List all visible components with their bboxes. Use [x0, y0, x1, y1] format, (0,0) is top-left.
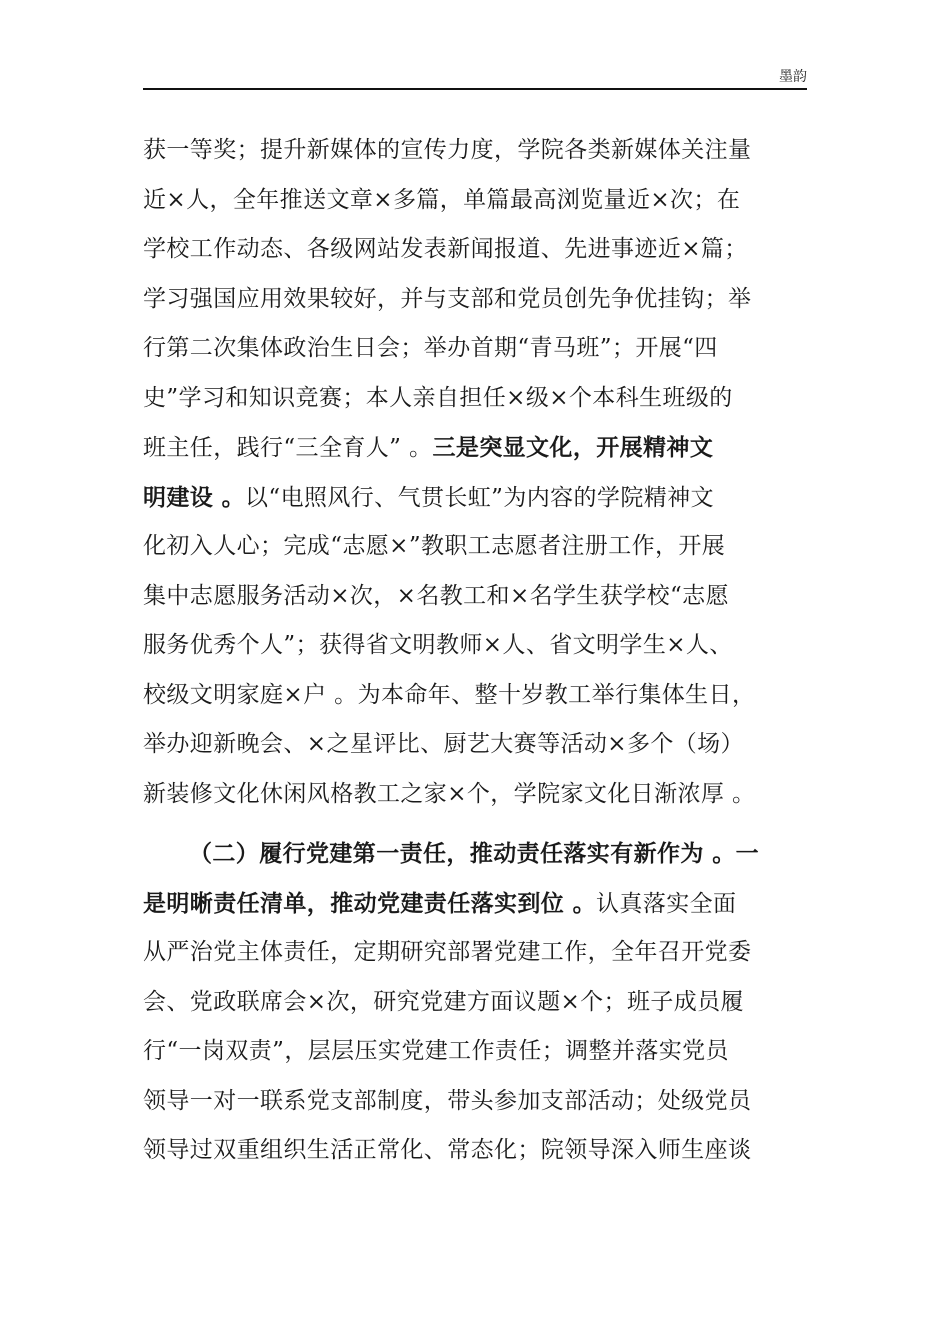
text-line	[143, 928, 807, 978]
text-segment: 学习强国应用效果较好，并与支部和党员创先争优挂钩；举	[143, 285, 752, 312]
text-segment: 学校工作动态、各级网站发表新闻报道、先进事迹近×篇；	[143, 236, 748, 262]
bold-text-segment: 是明晰责任清单，推动党建责任落实到位 。	[143, 889, 597, 917]
text-line	[143, 225, 807, 275]
document-body	[143, 126, 807, 1176]
text-line	[143, 324, 807, 374]
text-segment: 服务优秀个人”；获得省文明教师×人、省文明学生×人、	[143, 632, 733, 658]
text-segment: 近×人，全年推送文章×多篇，单篇最高浏览量近×次；在	[143, 186, 741, 213]
text-segment: 化初入人心；完成“志愿×”教职工志愿者注册工作，开展	[143, 533, 726, 559]
text-line	[143, 1027, 807, 1077]
text-segment: 行“一岗双责”，层层压实党建工作责任；调整并落实党员	[143, 1038, 729, 1064]
text-line	[143, 829, 807, 879]
text-line	[143, 720, 807, 770]
text-segment: 获一等奖；提升新媒体的宣传力度，学院各类新媒体关注量	[143, 137, 752, 163]
text-line	[143, 176, 807, 226]
text-line	[143, 1126, 807, 1176]
text-line	[143, 374, 807, 424]
text-segment: 举办迎新晚会、×之星评比、厨艺大赛等活动×多个（场）	[143, 731, 744, 757]
text-line	[143, 572, 807, 622]
text-line	[143, 473, 807, 523]
bold-text-segment: 三是突显文化，开展精神文	[432, 434, 714, 461]
text-segment: 校级文明家庭×户 。为本命年、整十岁教工举行集体生日，	[143, 681, 756, 708]
text-segment: 以“电照风行、气贯长虹”为内容的学院精神文	[245, 484, 714, 511]
text-segment: 领导过双重组织生活正常化、常态化；院领导深入师生座谈	[143, 1137, 752, 1163]
text-line	[143, 671, 807, 721]
text-line	[143, 879, 807, 929]
text-segment: 会、党政联席会×次，研究党建方面议题×个；班子成员履	[143, 988, 744, 1015]
text-line	[143, 1077, 807, 1127]
header-rule	[143, 88, 807, 90]
text-line	[143, 621, 807, 671]
text-segment: 从严治党主体责任，定期研究部署党建工作，全年召开党委	[143, 939, 752, 965]
text-segment: 集中志愿服务活动×次，×名教工和×名学生获学校“志愿	[143, 582, 729, 609]
text-segment: 认真落实全面	[596, 890, 737, 917]
text-segment: 领导一对一联系党支部制度，带头参加支部活动；处级党员	[143, 1087, 752, 1114]
text-segment: 史”学习和知识竞赛；本人亲自担任×级×个本科生班级的	[143, 384, 733, 411]
text-line	[143, 978, 807, 1028]
text-line	[143, 770, 807, 820]
text-line	[143, 423, 807, 473]
bold-text-segment: 明建设 。	[143, 483, 246, 511]
text-line	[143, 522, 807, 572]
text-line	[143, 275, 807, 325]
header-label: 墨韵	[779, 69, 807, 85]
text-segment: 班主任，践行“三全育人” 。	[143, 435, 433, 461]
text-segment: 行第二次集体政治生日会；举办首期“青马班”；开展“四	[143, 335, 718, 361]
text-line	[143, 126, 807, 176]
bold-text-segment: （二）履行党建第一责任，推动责任落实有新作为 。一	[189, 840, 760, 867]
text-segment: 新装修文化休闲风格教工之家×个，学院家文化日渐浓厚 。	[143, 780, 756, 807]
